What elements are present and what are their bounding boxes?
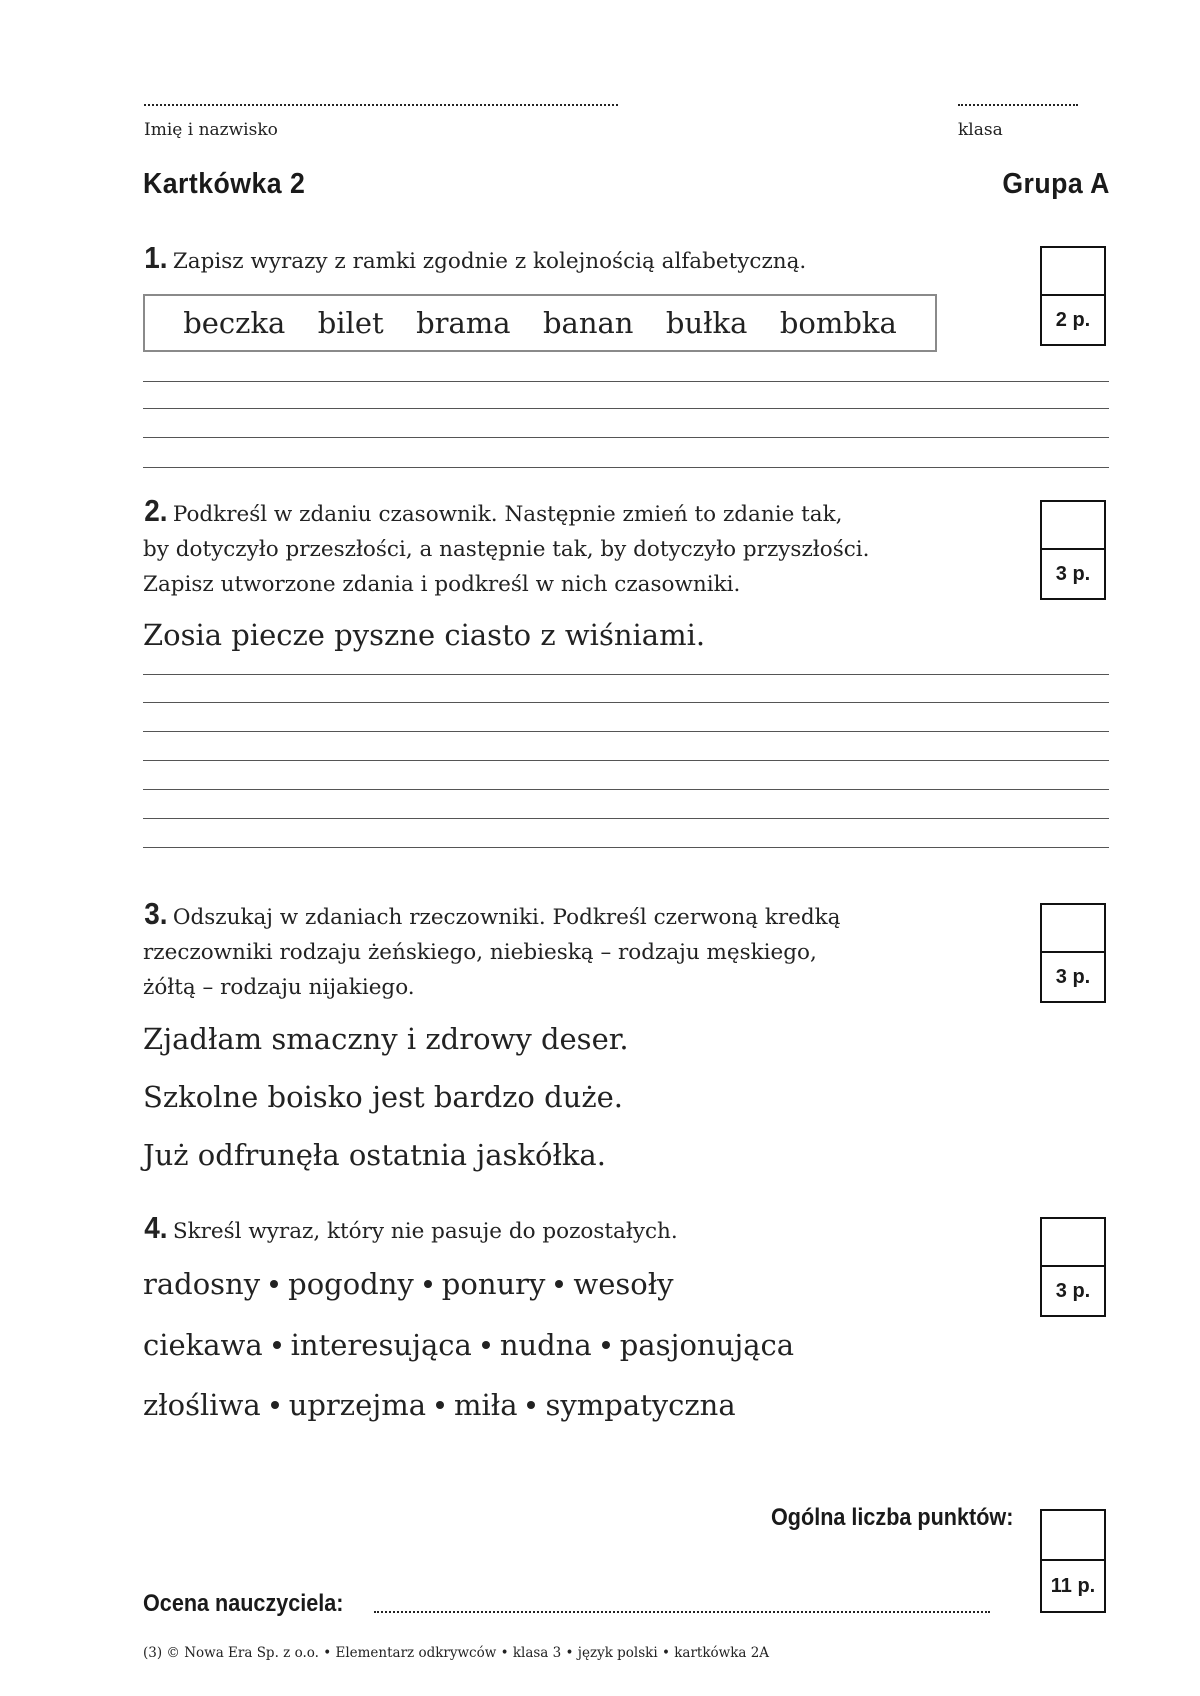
task-1-score-box	[1040, 246, 1106, 346]
task-2-number: 2.	[144, 493, 168, 528]
total-points: 11 p.	[1050, 1574, 1096, 1597]
group-label: Grupa A	[1002, 168, 1110, 200]
word-item: beczka	[183, 306, 286, 340]
word-option[interactable]: miła	[454, 1388, 518, 1422]
teacher-grade-line[interactable]	[374, 1611, 990, 1613]
task-3-score-field[interactable]	[1042, 905, 1104, 953]
word-option[interactable]: sympatyczna	[545, 1388, 736, 1422]
word-item: bombka	[779, 306, 897, 340]
bullet-icon	[482, 1341, 490, 1349]
task-3-points: 3 p.	[1055, 965, 1091, 988]
word-item: bułka	[665, 306, 748, 340]
answer-line[interactable]	[143, 467, 1109, 468]
task-1-instruction	[143, 240, 943, 279]
task-3-number: 3.	[144, 896, 168, 931]
task-3-text-line: żółtą – rodzaju nijakiego.	[143, 975, 415, 1000]
answer-line[interactable]	[143, 674, 1109, 675]
bullet-icon	[271, 1401, 279, 1409]
task-1-points: 2 p.	[1055, 308, 1091, 331]
task-3-sentence: Szkolne boisko jest bardzo duże.	[143, 1080, 623, 1114]
task-2-score-field[interactable]	[1042, 502, 1104, 550]
answer-line[interactable]	[143, 731, 1109, 732]
word-item: bilet	[317, 306, 384, 340]
word-box	[143, 294, 937, 352]
word-option[interactable]: uprzejma	[288, 1388, 427, 1422]
answer-line[interactable]	[143, 847, 1109, 848]
bullet-icon	[273, 1341, 281, 1349]
task-2-score-box	[1040, 500, 1106, 600]
word-option[interactable]: pasjonująca	[619, 1328, 795, 1362]
page-title: Kartkówka 2	[143, 168, 306, 200]
footer-copyright: (3) © Nowa Era Sp. z o.o. • Elementarz odkrywców • klasa 3 • język polski • kartkówka 2A	[143, 1645, 770, 1661]
task-4-points: 3 p.	[1055, 1279, 1091, 1302]
total-score-box	[1040, 1509, 1106, 1613]
bullet-icon	[602, 1341, 610, 1349]
answer-line[interactable]	[143, 789, 1109, 790]
task-3-sentence: Zjadłam smaczny i zdrowy deser.	[143, 1022, 629, 1056]
task-2-text-line: Zapisz utworzone zdania i podkreśl w nich czasowniki.	[143, 572, 741, 597]
word-item: brama	[416, 306, 511, 340]
task-2-points: 3 p.	[1055, 562, 1091, 585]
answer-line[interactable]	[143, 702, 1109, 703]
word-option[interactable]: interesująca	[290, 1328, 472, 1362]
word-option[interactable]: ciekawa	[143, 1328, 263, 1362]
task-1-score-field[interactable]	[1042, 248, 1104, 296]
task-3-text-line: Odszukaj w zdaniach rzeczowniki. Podkreśl czerwoną kredką	[172, 905, 841, 930]
task-2-text-line: by dotyczyło przeszłości, a następnie tak, by dotyczyło przyszłości.	[143, 537, 870, 562]
answer-line[interactable]	[143, 818, 1109, 819]
teacher-grade-label: Ocena nauczyciela:	[143, 1590, 344, 1617]
name-label: Imię i nazwisko	[144, 120, 278, 140]
word-option[interactable]: pogodny	[288, 1267, 414, 1301]
bullet-icon	[527, 1401, 535, 1409]
task-3-instruction	[143, 896, 963, 1005]
task-4-number: 4.	[144, 1210, 168, 1245]
class-label: klasa	[958, 120, 1003, 140]
task-4-text: Skreśl wyraz, który nie pasuje do pozostałych.	[172, 1219, 678, 1244]
bullet-icon	[270, 1280, 278, 1288]
bullet-icon	[424, 1280, 432, 1288]
task-2-text-line: Podkreśl w zdaniu czasownik. Następnie zmień to zdanie tak,	[172, 502, 843, 527]
task-2-sentence: Zosia piecze pyszne ciasto z wiśniami.	[143, 618, 706, 652]
word-item: banan	[542, 306, 634, 340]
task-2-instruction	[143, 493, 963, 602]
answer-line[interactable]	[143, 381, 1109, 382]
word-row	[143, 1328, 794, 1362]
bullet-icon	[555, 1280, 563, 1288]
task-3-text-line: rzeczowniki rodzaju żeńskiego, niebieską – rodzaju męskiego,	[143, 940, 817, 965]
task-4-score-box	[1040, 1217, 1106, 1317]
word-row	[143, 1267, 674, 1301]
word-option[interactable]: nudna	[499, 1328, 592, 1362]
task-4-score-field[interactable]	[1042, 1219, 1104, 1267]
word-option[interactable]: ponury	[441, 1267, 546, 1301]
name-field-line[interactable]	[144, 104, 618, 106]
total-points-label: Ogólna liczba punktów:	[771, 1504, 1014, 1531]
answer-line[interactable]	[143, 408, 1109, 409]
answer-line[interactable]	[143, 437, 1109, 438]
bullet-icon	[436, 1401, 444, 1409]
task-3-sentence: Już odfrunęła ostatnia jaskółka.	[143, 1138, 606, 1172]
word-option[interactable]: wesoły	[573, 1267, 674, 1301]
task-1-number: 1.	[144, 240, 168, 275]
task-1-text: Zapisz wyrazy z ramki zgodnie z kolejnością alfabetyczną.	[172, 249, 807, 274]
word-option[interactable]: radosny	[143, 1267, 261, 1301]
task-4-instruction	[143, 1210, 963, 1249]
total-score-field[interactable]	[1042, 1511, 1104, 1561]
word-option[interactable]: złośliwa	[143, 1388, 261, 1422]
answer-line[interactable]	[143, 760, 1109, 761]
task-3-score-box	[1040, 903, 1106, 1003]
word-row	[143, 1388, 736, 1422]
class-field-line[interactable]	[958, 104, 1078, 106]
